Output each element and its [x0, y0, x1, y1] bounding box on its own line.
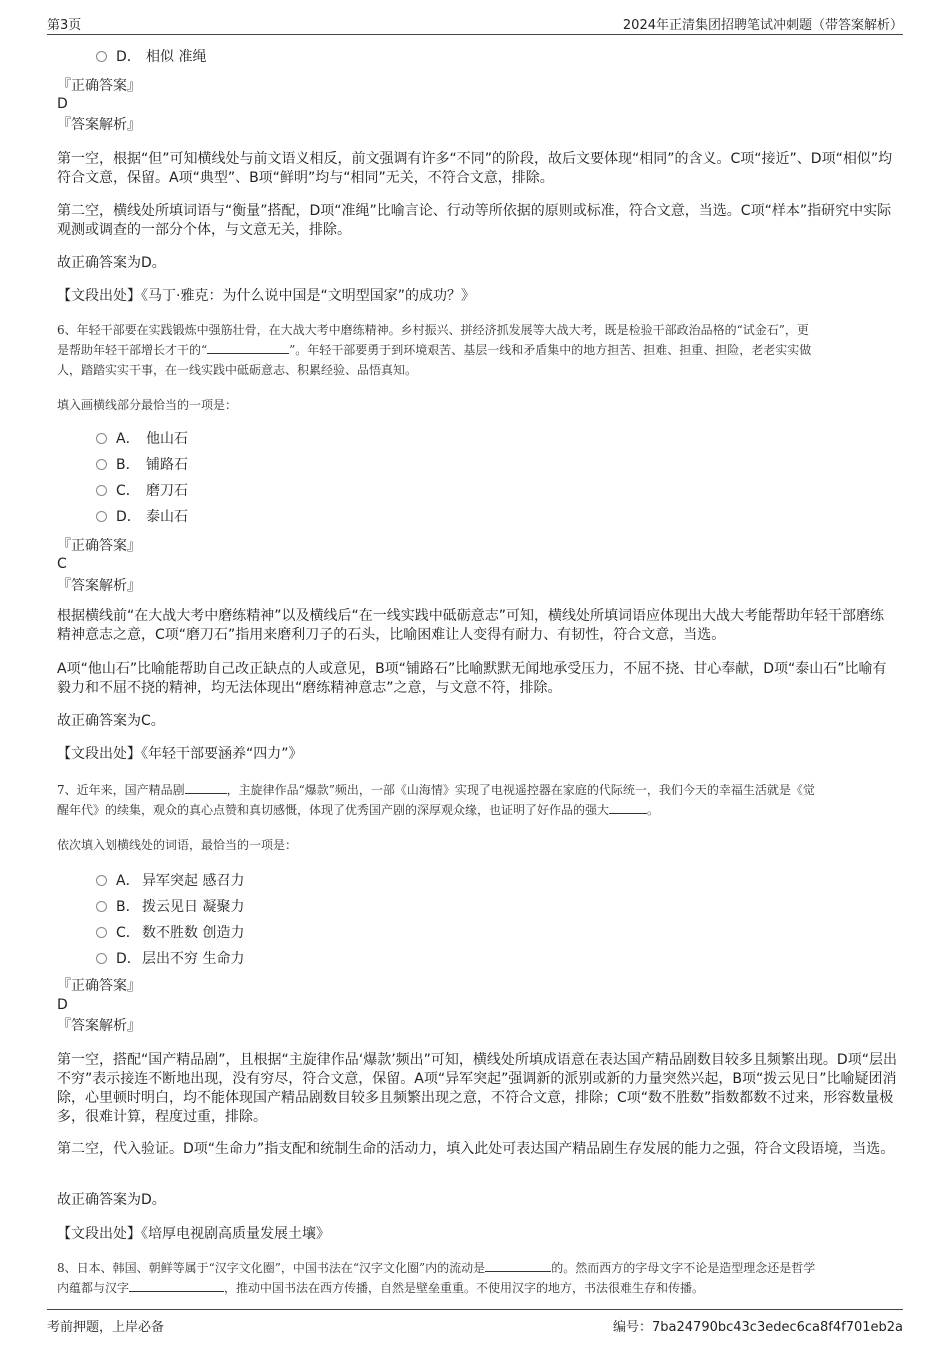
answer-value: D: [57, 997, 68, 1013]
fill-blank: [485, 1259, 551, 1272]
radio-icon[interactable]: [96, 459, 107, 470]
source-citation: 【文段出处】《培厚电视剧高质量发展土壤》: [57, 1226, 330, 1242]
answer-label: 『正确答案』: [57, 978, 141, 994]
question-stem: 7、近年来，国产精品剧 ，主旋律作品“爆款”频出，一部《山海情》实现了电视遥控器在家庭的代际统一，我们今天的幸福生活就是《觉 醒年代》的续集，观众的真心点赞和真切感慨，体现了优秀国产剧的深厚观众缘，也证明了好作品的强大 。: [57, 783, 815, 817]
radio-icon[interactable]: [96, 901, 107, 912]
analysis-paragraph: 第一空，搭配“国产精品剧”，且根据“主旋律作品‘爆款’频出”可知，横线处所填成语意在表达国产精品剧数目较多且频繁出现。D项“层出不穷”表示接连不断地出现，没有穷尽，符合文意，保留。A项“异军突起”强调新的派别或新的力量突然兴起，B项“拨云见日”比喻疑团消除，心里顿时明白，均不能体现国产精品剧数目较多且频繁出现之意，不符合文意，排除；C项“数不胜数”指数都数不过来，形容数量极多，很难计算，程度过重，排除。: [57, 1052, 897, 1125]
fill-blank: [609, 801, 647, 814]
q6-option-c[interactable]: C． 磨刀石: [96, 481, 188, 501]
q6-option-a[interactable]: A． 他山石: [96, 429, 188, 449]
question-prompt: 依次填入划横线处的词语，最恰当的一项是：: [57, 838, 298, 852]
fill-blank: [185, 781, 227, 794]
source-citation: 【文段出处】《马丁·雅克：为什么说中国是“文明型国家”的成功？》: [57, 288, 475, 304]
source-citation: 【文段出处】《年轻干部要涵养“四力”》: [57, 746, 303, 762]
question-stem: 8、日本、韩国、朝鲜等属于“汉字文化圈”，中国书法在“汉字文化圈”内的流动是 的。然而西方的字母文字不论是造型理念还是哲学 内蕴都与汉字 ，推动中国书法在西方传播，自然是壁垒重重。不使用汉字的地方，书法很难生存和传播。: [57, 1261, 816, 1295]
analysis-paragraph: A项“他山石”比喻能帮助自己改正缺点的人或意见，B项“铺路石”比喻默默无闻地承受压力，不屈不挠、甘心奉献，D项“泰山石”比喻有毅力和不屈不挠的精神，均无法体现出“磨练精神意志”之意，与文意不符，排除。: [57, 661, 887, 696]
page-number: 第3页: [47, 18, 82, 33]
document-code: 编号：7ba24790bc43c3edec6ca8f4f701eb2a: [613, 1320, 903, 1335]
answer-value: C: [57, 556, 67, 572]
analysis-paragraph: 第二空，横线处所填词语与“衡量”搭配，D项“准绳”比喻言论、行动等所依据的原则或标准，符合文意，当选。C项“样本”指研究中实际观测或调查的一部分个体，与文意无关，排除。: [57, 203, 892, 238]
analysis-label: 『答案解析』: [57, 1018, 141, 1034]
analysis-label: 『答案解析』: [57, 117, 141, 133]
analysis-conclusion: 故正确答案为C。: [57, 713, 165, 729]
q7-option-c[interactable]: C． 数不胜数 创造力: [96, 923, 244, 943]
analysis-paragraph: 第一空，根据“但”可知横线处与前文语义相反，前文强调有许多“不同”的阶段，故后文要体现“相同”的含义。C项“接近”、D项“相似”均符合文意，保留。A项“典型”、B项“鲜明”均与“相同”无关，不符合文意，排除。: [57, 151, 893, 186]
q5-option-d[interactable]: D． 相似 准绳: [96, 47, 206, 67]
analysis-label: 『答案解析』: [57, 578, 141, 594]
radio-icon[interactable]: [96, 433, 107, 444]
radio-icon[interactable]: [96, 511, 107, 522]
answer-label: 『正确答案』: [57, 78, 141, 94]
question-stem: 6、年轻干部要在实践锻炼中强筋壮骨，在大战大考中磨练精神。乡村振兴、拼经济抓发展等大战大考，既是检验干部政治品格的“试金石”，更 是帮助年轻干部增长才干的“ ”。年轻干部要勇于到环境艰苦、基层一线和矛盾集中的地方担苦、担难、担重、担险，老老实实做 人，踏踏实实干事，在一线实践中砥砺意志、积累经验、品悟真知。: [57, 323, 812, 377]
page-header: [47, 12, 903, 35]
analysis-conclusion: 故正确答案为D。: [57, 255, 166, 271]
radio-icon[interactable]: [96, 51, 107, 62]
analysis-paragraph: 第二空，代入验证。D项“生命力”指支配和统制生命的活动力，填入此处可表达国产精品剧生存发展的能力之强，符合文段语境，当选。: [57, 1141, 895, 1157]
fill-blank: [207, 341, 289, 354]
analysis-conclusion: 故正确答案为D。: [57, 1192, 166, 1208]
q7-option-b[interactable]: B． 拨云见日 凝聚力: [96, 897, 244, 917]
q7-option-a[interactable]: A． 异军突起 感召力: [96, 871, 244, 891]
analysis-paragraph: 根据横线前“在大战大考中磨练精神”以及横线后“在一线实践中砥砺意志”可知，横线处所填词语应体现出大战大考能帮助年轻干部磨练精神意志之意，C项“磨刀石”指用来磨利刀子的石头，比喻困难让人变得有耐力、有韧性，符合文意，当选。: [57, 608, 885, 643]
q6-option-b[interactable]: B． 铺路石: [96, 455, 188, 475]
page-footer: [47, 1309, 903, 1334]
radio-icon[interactable]: [96, 927, 107, 938]
answer-label: 『正确答案』: [57, 538, 141, 554]
q6-option-d[interactable]: D． 泰山石: [96, 507, 188, 527]
radio-icon[interactable]: [96, 485, 107, 496]
question-prompt: 填入画横线部分最恰当的一项是：: [57, 398, 238, 412]
document-title: 2024年正清集团招聘笔试冲刺题（带答案解析）: [622, 18, 903, 33]
q7-option-d[interactable]: D．层出不穷 生命力: [96, 949, 244, 969]
radio-icon[interactable]: [96, 953, 107, 964]
radio-icon[interactable]: [96, 875, 107, 886]
fill-blank: [129, 1279, 224, 1292]
answer-value: D: [57, 96, 68, 112]
footer-slogan: 考前押题，上岸必备: [47, 1320, 165, 1335]
